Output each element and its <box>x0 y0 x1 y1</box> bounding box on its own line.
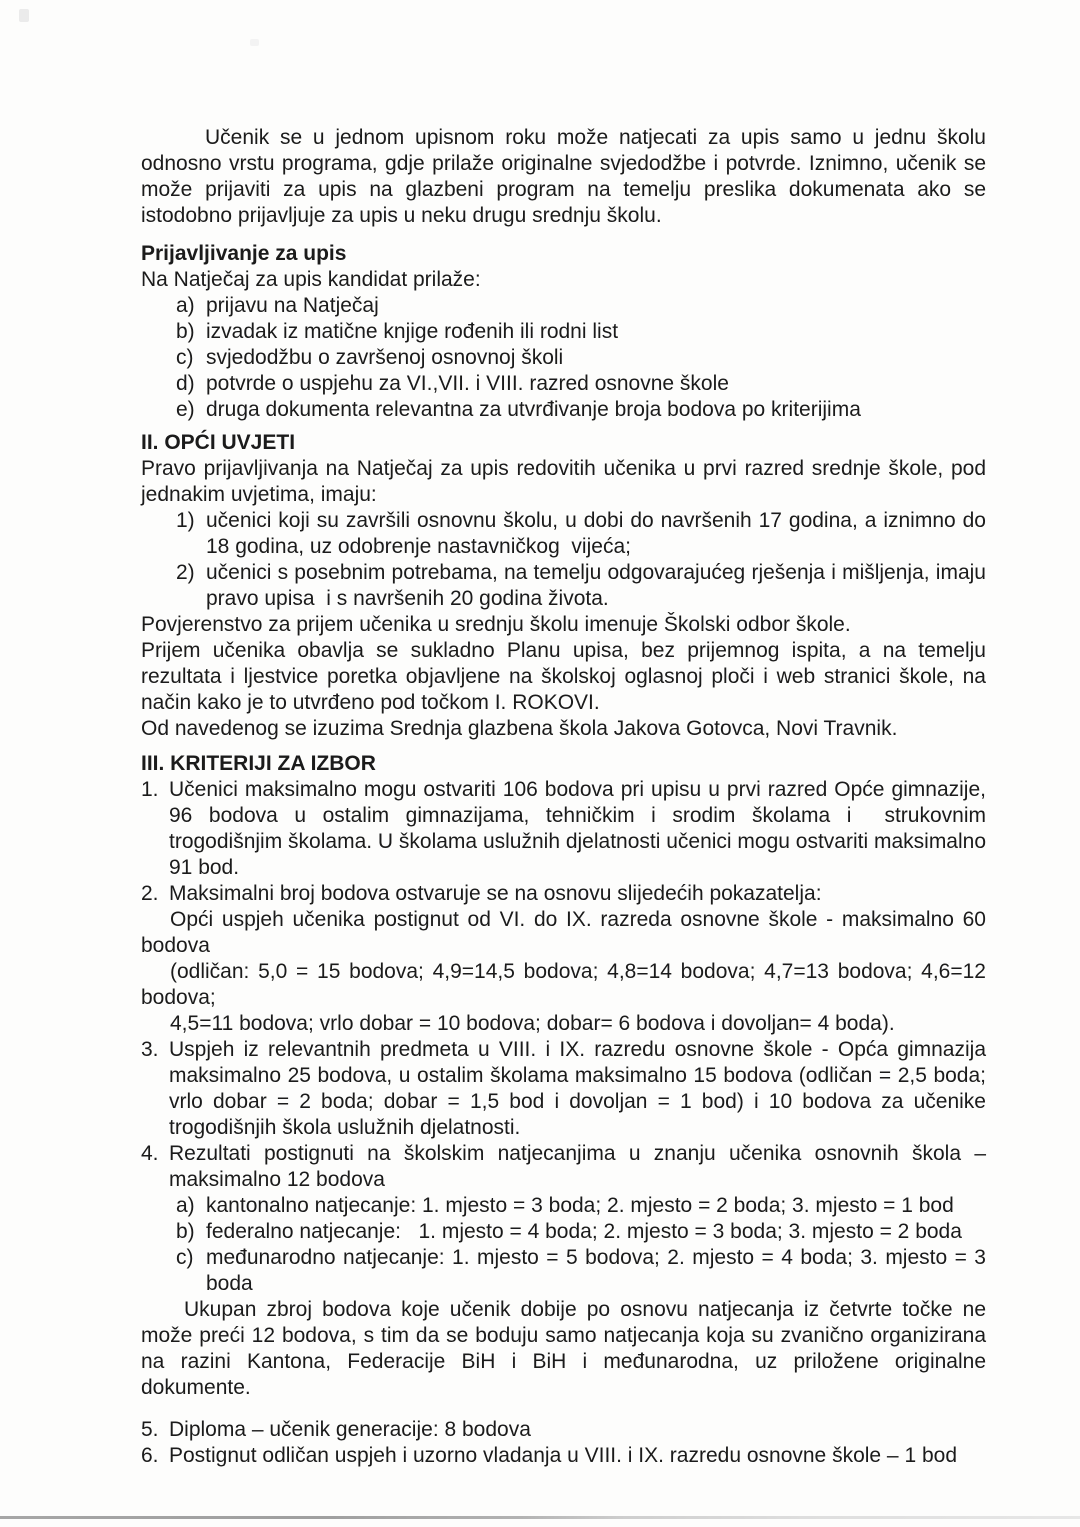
paragraph: Prijem učenika obavlja se sukladno Planu upisa, bez prijemnog ispita, a na temelju rezultata i ljestvice poretka objavljene na školskoj oglasnoj ploči i web stranici škole, na način kako je to utvrđeno pod točkom I. ROKOVI. <box>141 639 986 714</box>
list-item <box>141 1443 986 1469</box>
list-item <box>141 1219 986 1245</box>
list-item-text: svjedodžbu o završenoj osnovnoj školi <box>206 346 564 369</box>
list-item-text: Maksimalni broj bodova ostvaruje se na osnovu slijedećih pokazatelja: <box>169 882 822 905</box>
list-item <box>141 1245 986 1297</box>
paragraph: Od navedenog se izuzima Srednja glazbena škola Jakova Gotovca, Novi Travnik. <box>141 717 898 740</box>
list-item-text: Učenici maksimalno mogu ostvariti 106 bodova pri upisu u prvi razred Opće gimnazije, 96 bodova u ostalim gimnazijama, tehničkim i srodim školama i strukovnim trogodišnjim školama. U školama uslužnih djelatnosti učenici mogu ostvariti maksimalno 91 bod. <box>169 778 987 879</box>
document-body <box>141 125 986 1469</box>
section-heading: II. OPĆI UVJETI <box>141 431 296 454</box>
list-item <box>141 508 986 560</box>
paragraph: (odličan: 5,0 = 15 bodova; 4,9=14,5 bodova; 4,8=14 bodova; 4,7=13 bodova; 4,6=12 bodova; <box>141 960 986 1009</box>
list-item-text: druga dokumenta relevantna za utvrđivanje broja bodova po kriterijima <box>206 398 861 421</box>
list-item-text: izvadak iz matične knjige rođenih ili rodni list <box>206 320 619 343</box>
paragraph: Povjerenstvo za prijem učenika u srednju školu imenuje Školski odbor škole. <box>141 613 851 636</box>
list-item-text: potvrde o uspjehu za VI.,VII. i VIII. razred osnovne škole <box>206 372 729 395</box>
list-marker: d) <box>176 372 195 395</box>
section-heading: Prijavljivanje za upis <box>141 242 347 265</box>
list-item-text: prijavu na Natječaj <box>206 294 379 317</box>
paragraph: Pravo prijavljivanja na Natječaj za upis redovitih učenika u prvi razred srednje škole, pod jednakim uvjetima, imaju: <box>141 457 986 506</box>
list-item-text: Postignut odličan uspjeh i uzorno vladanja u VIII. i IX. razredu osnovne škole – 1 bod <box>169 1444 957 1467</box>
list-item <box>141 881 986 907</box>
list-item <box>141 777 986 881</box>
list-item <box>141 1417 986 1443</box>
list-item-text: Uspjeh iz relevantnih predmeta u VIII. i IX. razredu osnovne škole - Opća gimnazija maksimalno 25 bodova, u ostalim školama maksimalno 15 bodova (odličan = 2,5 boda; vrlo dobar = 2 boda; dobar = 1,5 bod i dovoljan = 1 bod) i 10 bodova za učenike trogodišnjih škola uslužnih djelatnosti. <box>169 1038 986 1139</box>
list-item-text: Rezultati postignuti na školskim natjecanjima u znanju učenika osnovnih škola – maksimalno 12 bodova <box>169 1142 986 1191</box>
list-item <box>141 345 986 371</box>
list-marker: 6. <box>141 1444 159 1467</box>
paragraph: Učenik se u jednom upisnom roku može natjecati za upis samo u jednu školu odnosno vrstu programa, gdje prilaže originalne svjedodžbe i potvrde. Iznimno, učenik se može prijaviti za upis na glazbeni program na temelju preslika dokumenata ako se istodobno prijavljuje za upis u neku drugu srednju školu. <box>141 126 986 227</box>
list-marker: c) <box>176 1246 194 1269</box>
list-item-text: međunarodno natjecanje: 1. mjesto = 5 bodova; 2. mjesto = 4 boda; 3. mjesto = 3 boda <box>206 1246 986 1295</box>
list-item-text: Diploma – učenik generacije: 8 bodova <box>169 1418 531 1441</box>
list-marker: 1) <box>176 509 195 532</box>
list-marker: 2. <box>141 882 159 905</box>
list-item <box>141 397 986 423</box>
list-item-text: učenici s posebnim potrebama, na temelju odgovarajućeg rješenja i mišljenja, imaju pravo upisa i s navršenih 20 godina života. <box>206 561 986 610</box>
list-item <box>141 1141 986 1193</box>
list-marker: 4. <box>141 1142 159 1165</box>
paragraph: Na Natječaj za upis kandidat prilaže: <box>141 268 481 291</box>
list-marker: c) <box>176 346 194 369</box>
list-marker: b) <box>176 320 195 343</box>
list-marker: a) <box>176 294 195 317</box>
list-marker: b) <box>176 1220 195 1243</box>
list-marker: e) <box>176 398 195 421</box>
paragraph: Opći uspjeh učenika postignut od VI. do IX. razreda osnovne škole - maksimalno 60 bodova <box>141 908 986 957</box>
list-marker: 1. <box>141 778 159 801</box>
list-marker: 5. <box>141 1418 159 1441</box>
list-item <box>141 293 986 319</box>
paragraph: Ukupan zbroj bodova koje učenik dobije po osnovu natjecanja iz četvrte točke ne može preći 12 bodova, s tim da se boduju samo natjecanja koja su zvanično organizirana na razini Kantona, Federacije BiH i BiH i međunarodna, uz priložene originalne dokumente. <box>141 1298 986 1399</box>
list-item-text: federalno natjecanje: 1. mjesto = 4 boda; 2. mjesto = 3 boda; 3. mjesto = 2 boda <box>206 1220 962 1243</box>
list-item-text: kantonalno natjecanje: 1. mjesto = 3 boda; 2. mjesto = 2 boda; 3. mjesto = 1 bod <box>206 1194 954 1217</box>
list-marker: a) <box>176 1194 195 1217</box>
scan-speck <box>19 9 29 22</box>
list-item <box>141 1037 986 1141</box>
scan-artifact-line <box>0 1516 1080 1519</box>
list-marker: 3. <box>141 1038 159 1061</box>
list-item <box>141 371 986 397</box>
list-item <box>141 1193 986 1219</box>
scan-speck <box>250 39 259 46</box>
list-item-text: učenici koji su završili osnovnu školu, u dobi do navršenih 17 godina, a iznimno do 18 godina, uz odobrenje nastavničkog vijeća; <box>206 509 986 558</box>
list-marker: 2) <box>176 561 195 584</box>
list-item <box>141 319 986 345</box>
list-item <box>141 560 986 612</box>
section-heading: III. KRITERIJI ZA IZBOR <box>141 752 376 775</box>
paragraph: 4,5=11 bodova; vrlo dobar = 10 bodova; dobar= 6 bodova i dovoljan= 4 boda). <box>170 1012 895 1035</box>
